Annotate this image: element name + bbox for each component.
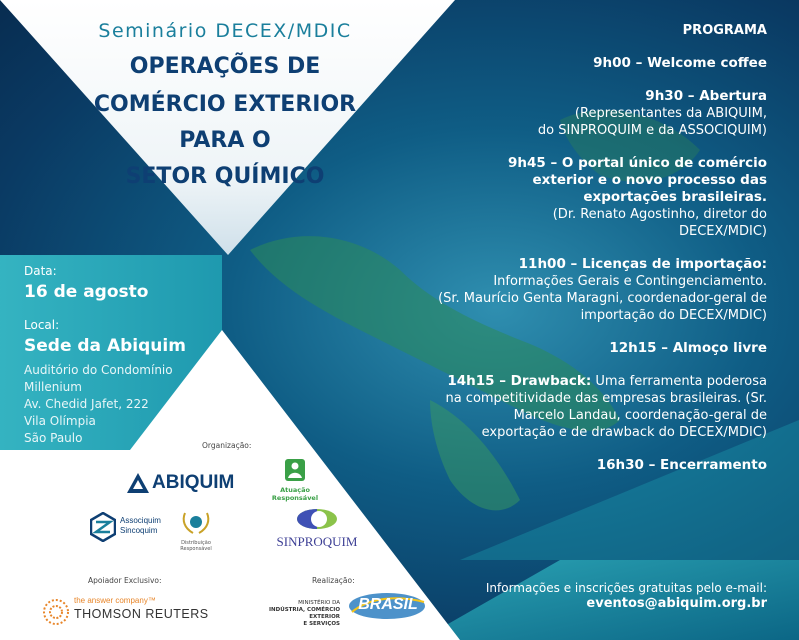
answer-company-text: the answer company™: [74, 596, 156, 605]
address-line: Vila Olímpia: [24, 414, 96, 428]
ministerio-logo: [244, 600, 340, 628]
distribuicao-logo: [166, 510, 226, 550]
program-item: [437, 55, 767, 72]
contact: [486, 581, 767, 611]
date-label: Data:: [24, 264, 57, 278]
thomson-reuters-name: THOMSON REUTERS: [74, 607, 209, 621]
contact-text: Informações e inscrições gratuitas pelo e-mail:: [485, 581, 767, 595]
associquim-icon: [90, 512, 116, 542]
apoiador-label: Apoiador Exclusivo:: [88, 576, 162, 585]
program-item-title: 14h15 – Drawback:: [447, 373, 592, 389]
address-line: São Paulo: [24, 431, 83, 445]
ministerio-line: MINISTÉRIO DA: [298, 600, 340, 606]
program-item-detail: (Dr. Renato Agostinho, diretor do DECEX/MDIC): [552, 207, 767, 239]
program-item-title: 12h15 – Almoço livre: [609, 340, 767, 356]
program-item: [437, 373, 767, 441]
event-title-line-4: SETOR QUÍMICO: [125, 164, 325, 189]
program-item: [437, 340, 767, 357]
event-title-line-3: PARA O: [179, 128, 271, 153]
date-value: 16 de agosto: [24, 282, 149, 302]
thomson-reuters-icon: [42, 598, 70, 626]
place-label: Local:: [24, 318, 60, 332]
program-item: [437, 155, 767, 240]
sinproquim-name: SINPROQUIM: [276, 534, 358, 549]
address: [24, 362, 173, 447]
abiquim-icon: [126, 472, 150, 494]
ministerio-line: E SERVIÇOS: [303, 621, 340, 627]
program-item: [437, 88, 767, 139]
program-item-title: 11h00 – Licenças de importação:: [518, 256, 767, 272]
program-item-title: 9h00 – Welcome coffee: [593, 55, 767, 71]
address-line: Auditório do Condomínio: [24, 363, 173, 377]
sinproquim-logo: [268, 508, 366, 548]
program-item-detail: (Sr. Maurício Genta Maragni, coordenador-geral de importação do DECEX/MDIC): [438, 291, 767, 323]
seminar-title: Seminário DECEX/MDIC: [98, 20, 352, 42]
thomson-reuters-logo: [42, 596, 222, 628]
ministerio-line: INDÚSTRIA, COMÉRCIO EXTERIOR: [269, 607, 340, 620]
organizacao-label: Organização:: [202, 441, 252, 450]
address-line: Millenium: [24, 380, 82, 394]
program-item-detail: Uma ferramenta poderosa na competitividade das empresas brasileiras. (Sr. Marcelo Landau, coordenação-geral de exportação e de drawback do DECEX/MDIC): [445, 374, 767, 440]
program-item-title: 9h30 – Abertura: [645, 88, 767, 104]
event-title-line-1: OPERAÇÕES DE: [129, 54, 321, 79]
associquim-name: Associquim: [120, 516, 161, 525]
address-line: Av. Chedid Jafet, 222: [24, 397, 149, 411]
program-item-detail: Informações Gerais e Contingenciamento.: [493, 274, 767, 289]
distribuicao-name: Distribuição Responsável: [180, 540, 212, 552]
atuacao-name: Atuação Responsável: [271, 486, 319, 502]
program-item-title: 9h45 – O portal único de comércio exterior e o novo processo das exportações brasileiras.: [507, 155, 767, 205]
atuacao-logo: [256, 458, 334, 500]
brasil-logo: [346, 588, 428, 622]
associquim-logo: [90, 510, 176, 546]
abiquim-name: ABIQUIM: [152, 472, 235, 493]
laurel-icon: [181, 510, 211, 536]
sinproquim-icon: [295, 508, 339, 530]
program-item-title: 16h30 – Encerramento: [596, 457, 767, 473]
program-item-detail: (Representantes da ABIQUIM,: [574, 106, 767, 121]
place-value: Sede da Abiquim: [24, 336, 186, 356]
sincoquim-name: Sincoquim: [120, 526, 158, 535]
atuacao-icon: [284, 458, 306, 482]
realizacao-label: Realização:: [312, 576, 355, 585]
event-title-line-2: COMÉRCIO EXTERIOR: [93, 92, 357, 117]
program-item: [437, 256, 767, 324]
program-item: [437, 457, 767, 474]
brasil-name: BRASIL: [358, 596, 418, 613]
contact-email[interactable]: eventos@abiquim.org.br: [586, 596, 767, 611]
program: [437, 22, 767, 490]
program-item-detail: do SINPROQUIM e da ASSOCIQUIM): [537, 123, 767, 138]
program-heading: PROGRAMA: [682, 23, 767, 38]
abiquim-logo: [126, 470, 242, 496]
